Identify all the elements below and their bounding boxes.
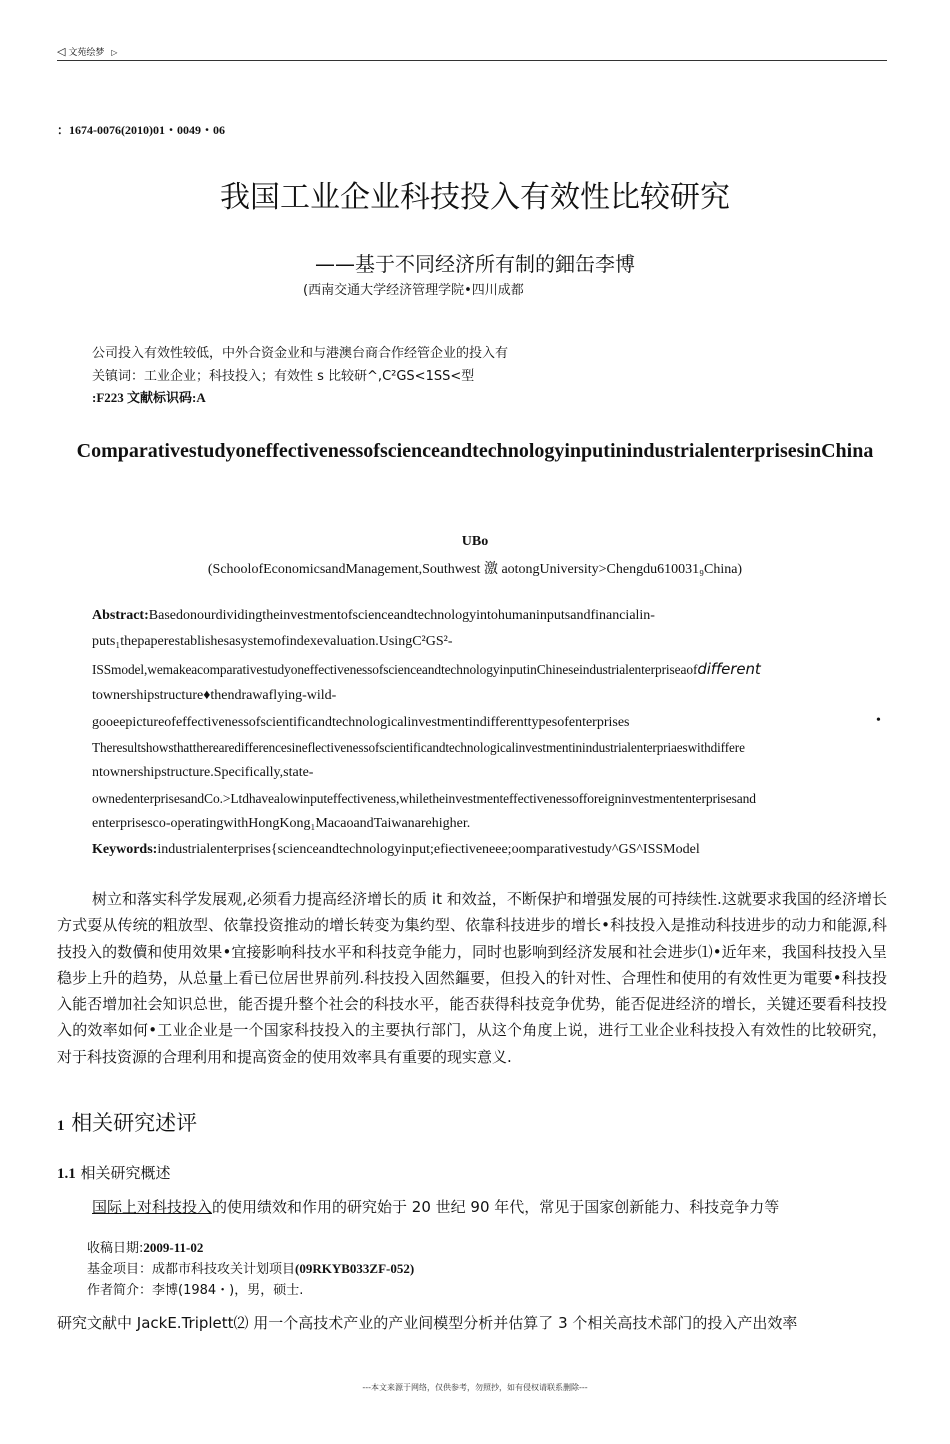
abstract-text: ISSmodel,wemakeacomparativestudyoneffectivenessofscienceandtechnologyinputinChineseindustrialenterpriseaof bbox=[92, 662, 698, 677]
page-header bbox=[57, 45, 887, 61]
section-1-1-heading bbox=[57, 1162, 171, 1183]
label: 作者简介：李博 bbox=[87, 1283, 179, 1298]
chinese-abstract: 公司投入有效性较低，中外合资金业和与港澳台商合作经管企业的投入有 bbox=[92, 346, 509, 361]
paragraph-text: 的使用绩效和作用的研究始于 20 世纪 90 年代，常见于国家创新能力、科技竞争力等 bbox=[212, 1198, 780, 1216]
abstract-line-7: ntownershipstructure.Specifically,state- bbox=[92, 765, 314, 780]
author-info bbox=[87, 1279, 303, 1298]
abstract-line-4: townershipstructure♦thendrawaflying-wild- bbox=[92, 688, 337, 703]
fund-info bbox=[87, 1258, 414, 1277]
abstract-line-5: gooeepictureofeffectivenessofscientificandtechnologicalinvestmentindifferenttypesofenterprises bbox=[92, 715, 630, 730]
english-title: ComparativestudyoneffectivenessofscienceandtechnologyinputinindustrialenterprisesinChina bbox=[76, 440, 874, 462]
english-author: UBo bbox=[461, 534, 489, 549]
abstract-line-6: Theresultshowsthattherearedifferencesineflectivenessofscientificandtechnologicalinvestmentinindustrialenterpriaeswithdiffere bbox=[92, 740, 745, 755]
classification-line: :F223 文献标识码:A bbox=[92, 390, 206, 405]
section-number: 1.1 bbox=[57, 1166, 76, 1182]
english-affiliation: (SchoolofEconomicsandManagement,Southwest 激 aotongUniversity>Chengdu610031₉China) bbox=[207, 562, 743, 577]
abstract-text: Basedonourdividingtheinvestmentofscienceandtechnologyintohumaninputsandfinancialin- bbox=[148, 608, 655, 623]
chinese-title: 我国工业企业科技投入有效性比较研究 bbox=[220, 180, 730, 215]
received-date bbox=[87, 1237, 203, 1256]
page-footer: ---本文来源于网络，仅供参考，勿照抄，如有侵权请联系删除--- bbox=[362, 1383, 588, 1392]
abstract-line-9: enterprisesco-operatingwithHongKong₁MacaoandTaiwanarehigher. bbox=[92, 816, 471, 831]
paragraph-2 bbox=[92, 1196, 779, 1217]
section-title: 相关研究概述 bbox=[80, 1164, 171, 1182]
chinese-affiliation: (西南交通大学经济管理学院•四川成都 bbox=[303, 283, 524, 298]
underlined-text: 国际上对科技投入 bbox=[92, 1198, 213, 1216]
issn-line: ：1674-0076(2010)01・0049・06 bbox=[57, 123, 225, 137]
abstract-line-2: puts₁thepaperestablishesasystemofindexevaluation.UsingC²GS²- bbox=[92, 634, 453, 649]
label: 收稿日期: bbox=[87, 1241, 144, 1256]
abstract-italic-word: different bbox=[697, 660, 761, 678]
chinese-keywords: 关镇词：工业企业；科技投入；有效性 s 比较研^,C²GS<1SS<型 bbox=[92, 369, 475, 384]
bullet-mark: • bbox=[876, 713, 881, 728]
left-triangle-icon: ◁ bbox=[57, 45, 66, 58]
value: (1984・)，男，硕士. bbox=[178, 1283, 304, 1298]
section-title: 相关研究述评 bbox=[71, 1111, 198, 1135]
continued-paragraph: 研究文献中 JackE.Triplett⑵ 用一个高技术产业的产业间模型分析并估算了 3 个相关高技术部门的投入产出效率 bbox=[57, 1314, 798, 1332]
label: 基金项目：成都市科技攻关计划项目 bbox=[87, 1262, 296, 1277]
right-triangle-icon: ▷ bbox=[111, 48, 118, 57]
value: (09RKYB033ZF-052) bbox=[295, 1261, 415, 1276]
abstract-line-8: ownedenterprisesandCo.>Ltdhavealowinputeffectiveness,whiletheinvestmenteffectivenessofforeigninvestmententerprisesand bbox=[92, 791, 756, 806]
section-1-heading bbox=[57, 1107, 197, 1137]
chinese-subtitle: ——基于不同经济所有制的鈿缶李博 bbox=[315, 252, 635, 276]
intro-paragraph: 树立和落实科学发展观,必须看力提高经济增长的质 it 和效益，不断保护和增强发展的可持续性.这就要求我国的经济增长方式耍从传统的粗放型、依靠投资推动的增长转变为集约型、依靠科技进步的增长•科技投入是推动科技进步的动力和能源,科技投入的数儥和使用效果•宜接影响科技水平和科技竞争能力，同时也影响到经济发展和社会进步⑴•近年来，我国科技投入呈稳步上升的趋势，从总量上看已位居世界前列.科技投入固然鏂要，但投入的针对性、合理性和使用的有效性更为電要•科技投入能否增加社会知识总世，能否提升整个社会的科技水平，能否获得科技竞争优势，能否促进经济的增长，关键还要看科技投入的效率如何•工业企业是一个国家科技投入的主要执行部门，从这个角度上说，进行工业企业科技投入有效性的比较研究，对于科技资源的合理利用和提高资金的使用效率具有重要的现实意义. bbox=[57, 890, 887, 1066]
abstract-label: Abstract: bbox=[92, 608, 149, 623]
section-number: 1 bbox=[57, 1118, 65, 1134]
english-keywords bbox=[92, 842, 700, 858]
abstract-line-1 bbox=[92, 608, 655, 624]
header-text: 文苑绘梦 bbox=[68, 48, 105, 58]
keywords-text: industrialenterprises{scienceandtechnologyinput;efiectiveneee;oomparativestudy^GS^ISSModel bbox=[157, 842, 700, 857]
value: 2009-11-02 bbox=[143, 1240, 204, 1255]
abstract-line-3 bbox=[92, 660, 761, 678]
keywords-label: Keywords: bbox=[92, 842, 158, 857]
